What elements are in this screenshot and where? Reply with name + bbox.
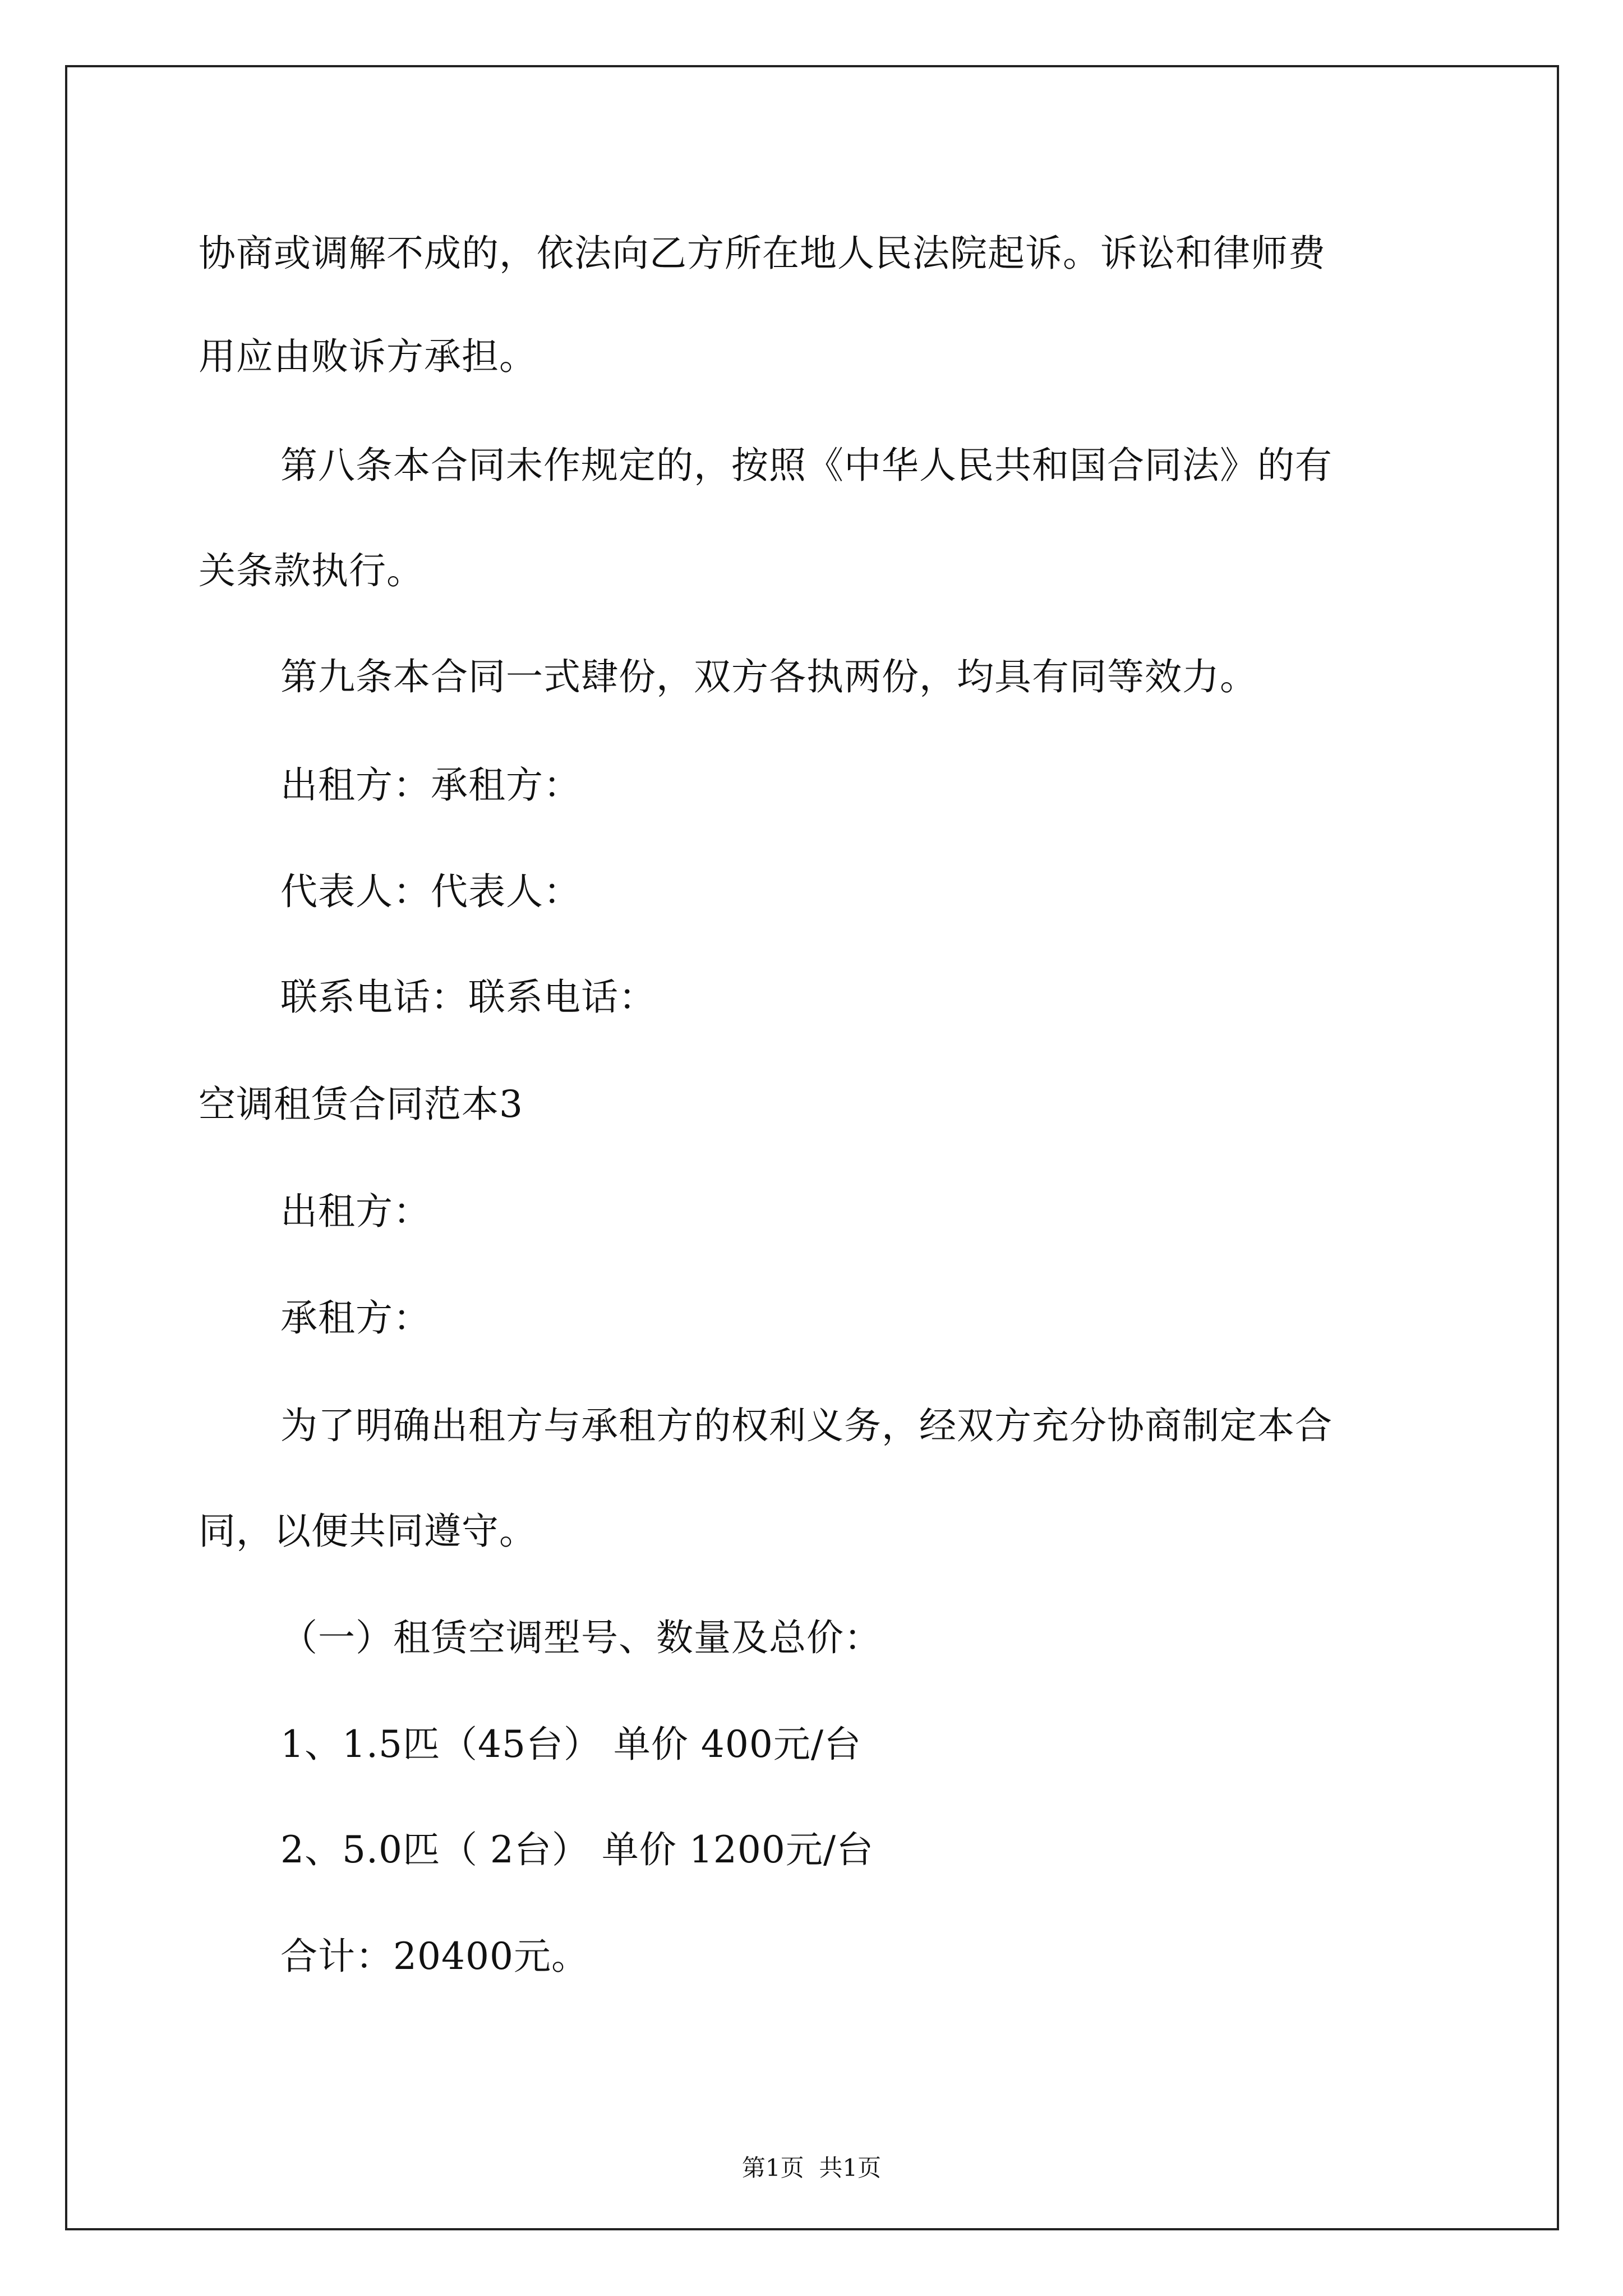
section-title: 空调租赁合同范本3 — [199, 1083, 523, 1126]
paragraph-line: 关条款执行。 — [199, 549, 424, 592]
lessor-field: 出租方： — [280, 1190, 431, 1233]
lessee-field: 承租方： — [280, 1296, 431, 1340]
paragraph-line: 同，以便共同遵守。 — [199, 1510, 537, 1553]
price-total: 合计：20400元。 — [280, 1935, 589, 1978]
preamble: 为了明确出租方与承租方的权利义务，经双方充分协商制定本合 — [280, 1404, 1332, 1447]
signature-parties: 出租方：承租方： — [280, 763, 581, 807]
paragraph-line: 用应由败诉方承担。 — [199, 335, 537, 378]
paragraph-line: 协商或调解不成的，依法向乙方所在地人民法院起诉。诉讼和律师费 — [199, 232, 1326, 275]
signature-representatives: 代表人：代表人： — [280, 870, 581, 913]
signature-phones: 联系电话：联系电话： — [280, 976, 656, 1019]
article-8: 第八条本合同未作规定的，按照《中华人民共和国合同法》的有 — [280, 444, 1332, 487]
article-9: 第九条本合同一式肆份，双方各执两份，均具有同等效力。 — [280, 655, 1257, 698]
price-item: 2、5.0匹（ 2台） 单价 1200元/台 — [280, 1828, 874, 1871]
page-border — [65, 65, 1559, 2230]
clause-heading: （一）租赁空调型号、数量及总价： — [280, 1616, 882, 1659]
page-footer: 第1页 共1页 — [741, 2154, 882, 2182]
price-item: 1、1.5匹（45台） 单价 400元/台 — [280, 1723, 862, 1766]
